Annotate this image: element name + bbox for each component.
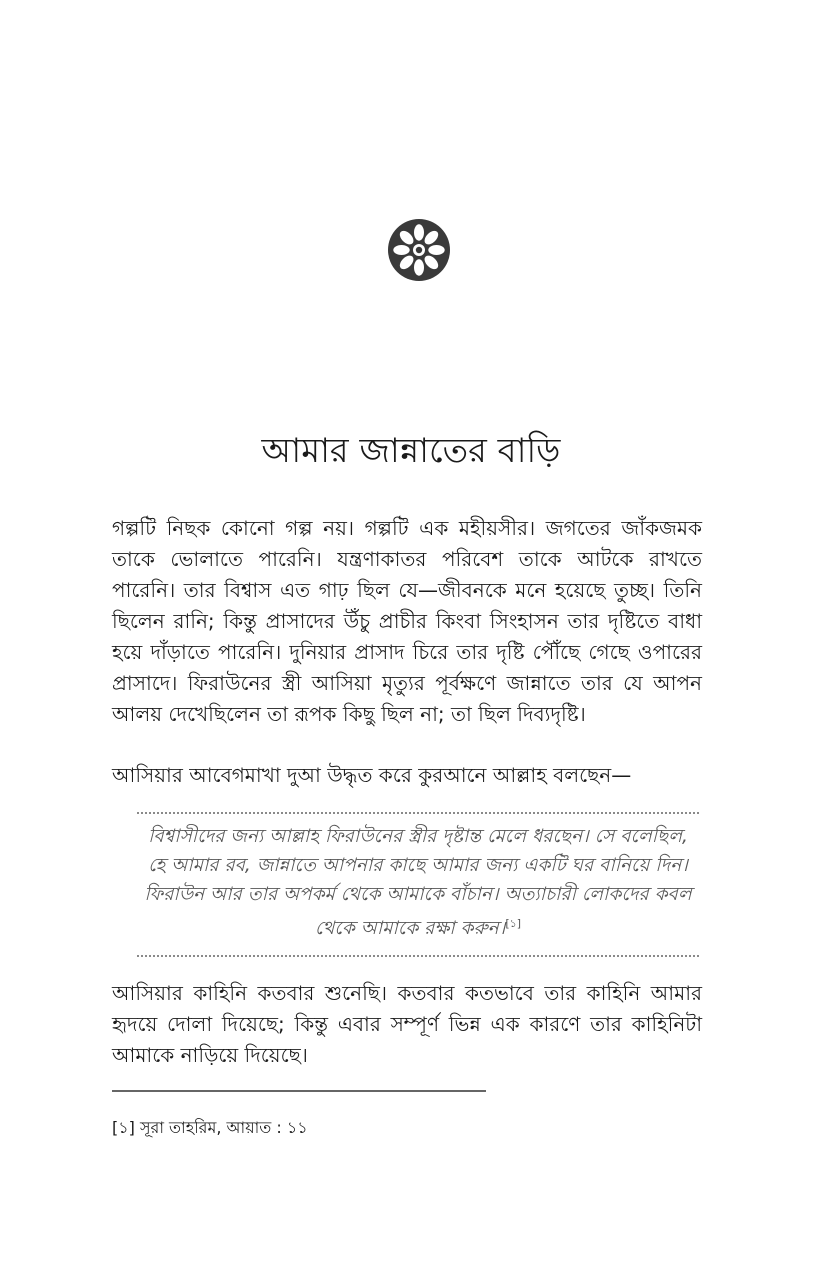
quote-top-divider [137,812,699,814]
quote-bottom-divider [137,955,699,957]
chapter-title: আমার জান্নাতের বাড়ি [261,431,561,471]
closing-paragraph: আসিয়ার কাহিনি কতবার শুনেছি। কতবার কতভাবে তার কাহিনি আমার হৃদয়ে দোলা দিয়েছে; কিন্তু এবার সম্পূর্ণ ভিন্ন এক কারণে তার কাহিনিটা আমাকে নাড়িয়ে দিয়েছে। [112,981,702,1067]
quote-text: বিশ্বাসীদের জন্য আল্লাহ ফিরাউনের স্ত্রীর দৃষ্টান্ত মেলে ধরছেন। সে বলেছিল, হে আমার রব, জান্নাতে আপনার কাছে আমার জন্য একটি ঘর বানিয়ে দিন। ফিরাউন আর তার অপকর্ম থেকে আমাকে বাঁচান। অত্যাচারী লোকদের কবল থেকে আমাকে রক্ষা করুন। [144,826,692,940]
intro-paragraph: গল্পটি নিছক কোনো গল্প নয়। গল্পটি এক মহীয়সীর। জগতের জাঁকজমক তাকে ভোলাতে পারেনি। যন্ত্রণাকাতর পরিবেশ তাকে আটকে রাখতে পারেনি। তার বিশ্বাস এত গাঢ় ছিল যে—জীবনকে মনে হয়েছে তুচ্ছ। তিনি ছিলেন রানি; কিন্তু প্রাসাদের উঁচু প্রাচীর কিংবা সিংহাসন তার দৃষ্টিতে বাধা হয়ে দাঁড়াতে পারেনি। দুনিয়ার প্রাসাদ চিরে তার দৃষ্টি পৌঁছে গেছে ওপারের প্রাসাদে। ফিরাউনের স্ত্রী আসিয়া মৃত্যুর পূর্বক্ষণে জান্নাতে তার যে আপন আলয় দেখেছিলেন তা রূপক কিছু ছিল না; তা ছিল দিব্যদৃষ্টি। [112,516,702,726]
footnote: [১] সূরা তাহরিম, আয়াত : ১১ [112,1118,308,1137]
footnote-rule [112,1090,486,1092]
footnote-reference: [১] [505,917,522,930]
quote-lead-paragraph: আসিয়ার আবেগমাখা দুআ উদ্ধৃত করে কুরআনে আল্লাহ বলছেন— [112,763,632,787]
flower-rosette-icon [387,218,451,282]
quran-quote [137,822,699,943]
